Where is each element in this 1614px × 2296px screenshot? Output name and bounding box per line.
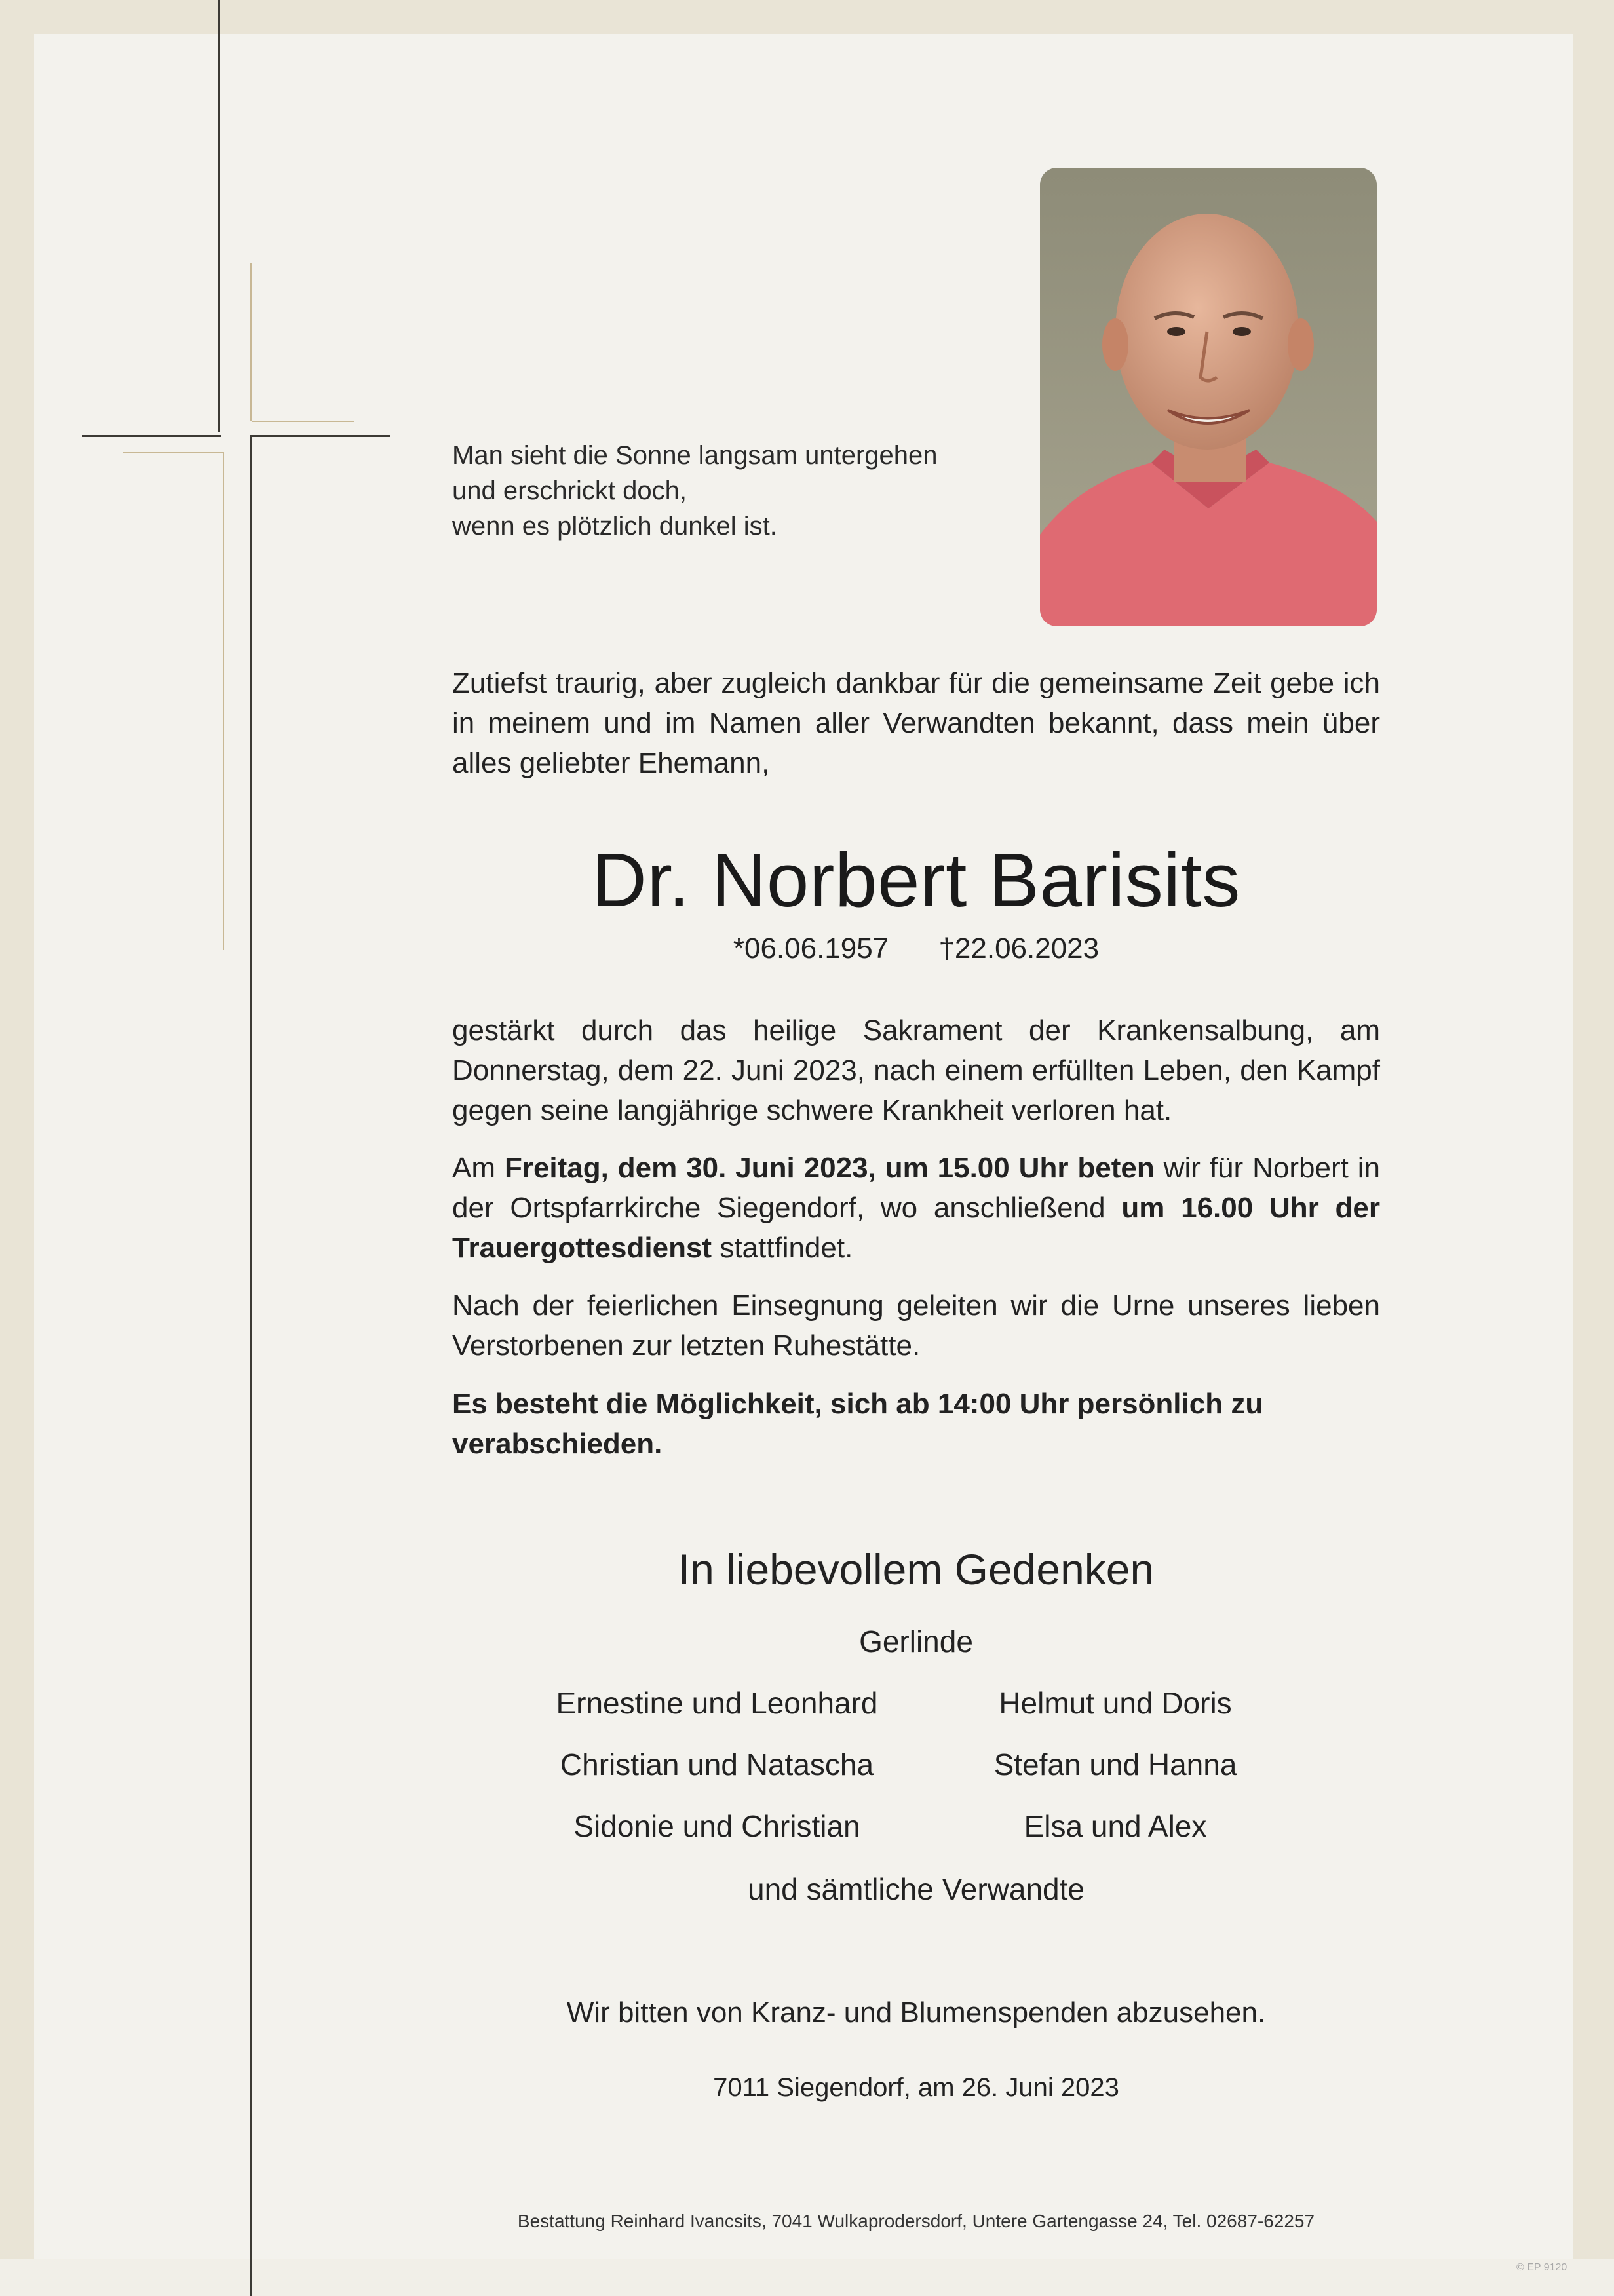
place-and-date: 7011 Siegendorf, am 26. Juni 2023 (713, 2073, 1119, 2102)
life-dates (452, 929, 1380, 968)
cross-vertical-upper (218, 0, 220, 432)
mourner-pair: Stefan und Hanna (993, 1748, 1237, 1782)
mourners-list (518, 1683, 1315, 1846)
funeral-home-footer: Bestattung Reinhard Ivancsits, 7041 Wulkaprodersdorf, Untere Gartengasse 24, Tel. 02687-62257 (517, 2211, 1315, 2231)
cross-vertical-lower (250, 435, 252, 2296)
portrait-image (1040, 168, 1377, 626)
flower-request: Wir bitten von Kranz- und Blumenspenden abzusehen. (566, 1997, 1266, 2029)
death-notice-paragraph: gestärkt durch das heilige Sakrament der Krankensalbung, am Donnerstag, dem 22. Juni 2023, nach einem erfüllten Leben, den Kampf gegen seine langjährige schwere Krankheit verloren hat. (452, 1014, 1380, 1126)
mourners-closing: und sämtliche Verwandte (748, 1872, 1085, 1906)
prayer-text-1: Am (452, 1152, 505, 1184)
intro-paragraph: Zutiefst traurig, aber zugleich dankbar für die gemeinsame Zeit gebe ich in meinem und im Namen aller Verwandten bekannt, dass mein über alles geliebter Ehemann, (452, 667, 1380, 779)
cross-gold-lower (223, 452, 224, 950)
cross-gold-arm-right (252, 421, 354, 422)
cross-gold-upper (250, 263, 252, 421)
memorial-verse (452, 438, 990, 544)
birth-date: *06.06.1957 (733, 932, 889, 965)
mourner-spouse: Gerlinde (859, 1624, 973, 1658)
bottom-frame (0, 2259, 1614, 2296)
print-code: © EP 9120 (1516, 2262, 1567, 2273)
verse-line-3: wenn es plötzlich dunkel ist. (452, 512, 777, 541)
cross-arm-left (82, 435, 221, 437)
burial-paragraph: Nach der feierlichen Einsegnung geleiten wir die Urne unseres lieben Verstorbenen zur letzten Ruhestätte. (452, 1290, 1380, 1362)
verse-line-2: und erschrickt doch, (452, 476, 687, 505)
portrait-photo (1040, 168, 1377, 626)
prayer-date-time: Freitag, dem 30. Juni 2023, um 15.00 Uhr beten (504, 1152, 1155, 1184)
death-date: †22.06.2023 (938, 932, 1100, 965)
mourner-pair: Christian und Natascha (560, 1748, 874, 1782)
mourner-pair: Elsa und Alex (1024, 1809, 1207, 1843)
mourner-pair: Ernestine und Leonhard (556, 1686, 878, 1720)
farewell-note: Es besteht die Möglichkeit, sich ab 14:00 Uhr persönlich zu verabschieden. (452, 1388, 1263, 1460)
mourner-pair: Sidonie und Christian (573, 1809, 860, 1843)
deceased-name: Dr. Norbert Barisits (592, 837, 1240, 923)
cross-arm-right (250, 435, 390, 437)
service-time: um 16.00 Uhr der Trauergottesdienst (452, 1192, 1380, 1264)
mourner-pair: Helmut und Doris (999, 1686, 1232, 1720)
prayer-paragraph (452, 1148, 1380, 1268)
mourners-heading: In liebevollem Gedenken (678, 1545, 1155, 1594)
prayer-text-2: wir für Norbert in der Ortspfarrkirche Siegendorf, wo anschließend (452, 1152, 1380, 1224)
cross-gold-arm-left (123, 452, 223, 453)
verse-line-1: Man sieht die Sonne langsam untergehen (452, 441, 938, 470)
prayer-text-3: stattfindet. (712, 1232, 853, 1264)
